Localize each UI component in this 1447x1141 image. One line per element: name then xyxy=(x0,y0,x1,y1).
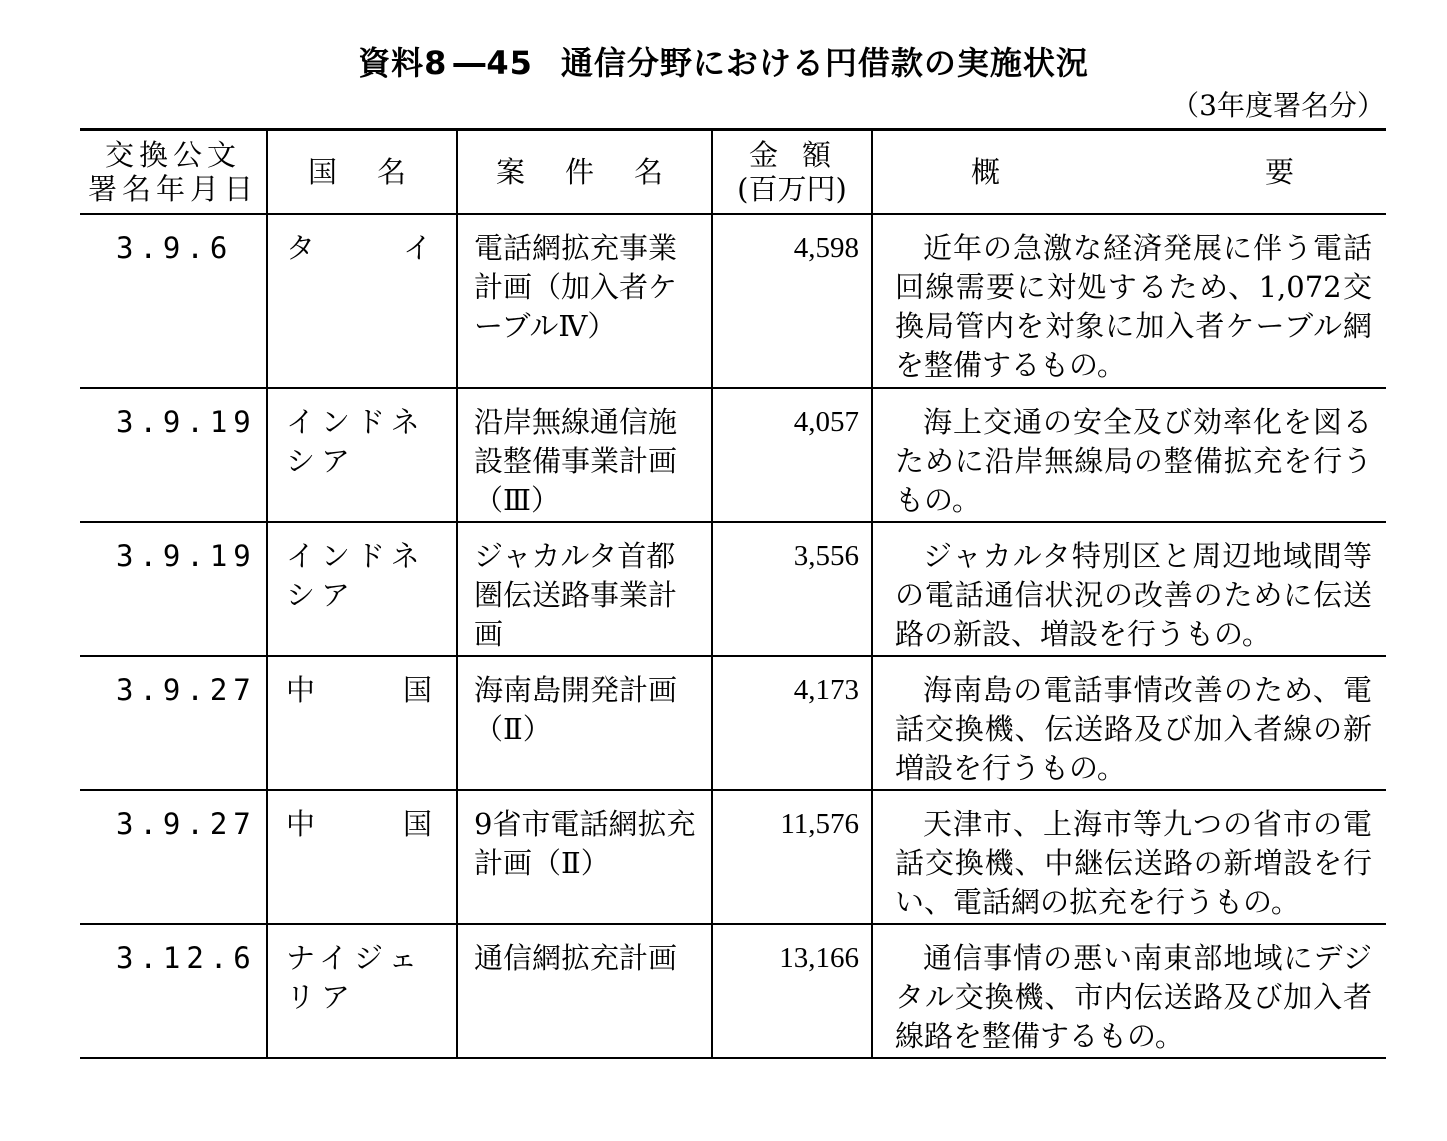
cell-date: 3.12.6 xyxy=(80,924,267,1058)
cell-summary: 通信事情の悪い南東部地域にデジタル交換機、市内伝送路及び加入者線路を整備するもの。 xyxy=(872,924,1386,1058)
header-country: 国名 xyxy=(267,130,457,215)
table-header-row xyxy=(80,130,1386,215)
cell-country-part: 中 xyxy=(286,807,322,841)
cell-date: 3.9.6 xyxy=(80,214,267,388)
header-date-line2: 署名年月日 xyxy=(87,172,258,206)
header-amount xyxy=(712,130,872,215)
cell-country xyxy=(267,790,457,924)
cell-project: ジャカルタ首都圏伝送路事業計画 xyxy=(457,522,712,656)
cell-summary: 海上交通の安全及び効率化を図るために沿岸無線局の整備拡充を行うもの。 xyxy=(872,388,1386,522)
cell-amount: 13,166 xyxy=(712,924,872,1058)
cell-summary: 天津市、上海市等九つの省市の電話交換機、中継伝送路の新増設を行い、電話網の拡充を行うもの。 xyxy=(872,790,1386,924)
cell-country xyxy=(267,214,457,388)
header-date xyxy=(80,130,267,215)
cell-country-part: イ xyxy=(402,231,438,265)
cell-date: 3.9.27 xyxy=(80,656,267,790)
cell-project: 海南島開発計画（Ⅱ） xyxy=(457,656,712,790)
cell-country-part: 国 xyxy=(402,807,438,841)
table-row xyxy=(80,214,1386,388)
cell-date: 3.9.19 xyxy=(80,522,267,656)
cell-summary: 近年の急激な経済発展に伴う電話回線需要に対処するため、1,072交換局管内を対象に加入者ケーブル網を整備するもの。 xyxy=(872,214,1386,388)
page-title xyxy=(0,38,1447,84)
cell-summary: 海南島の電話事情改善のため、電話交換機、伝送路及び加入者線の新増設を行うもの。 xyxy=(872,656,1386,790)
header-amount-line2: (百万円) xyxy=(737,172,847,206)
cell-date: 3.9.27 xyxy=(80,790,267,924)
table-row xyxy=(80,924,1386,1058)
cell-date: 3.9.19 xyxy=(80,388,267,522)
cell-country xyxy=(267,656,457,790)
cell-amount: 4,057 xyxy=(712,388,872,522)
title-prefix: 資料8 xyxy=(358,44,448,82)
header-amount-line1: 金額 xyxy=(748,138,855,172)
cell-country-part: 中 xyxy=(286,673,322,707)
loan-table xyxy=(80,128,1386,1059)
cell-country: ナイジェリア xyxy=(267,924,457,1058)
cell-amount: 11,576 xyxy=(712,790,872,924)
cell-project: 電話網拡充事業計画（加入者ケーブルⅣ） xyxy=(457,214,712,388)
header-summary-left: 概 xyxy=(971,155,1001,189)
cell-amount: 4,173 xyxy=(712,656,872,790)
cell-summary: ジャカルタ特別区と周辺地域間等の電話通信状況の改善のために伝送路の新設、増設を行うもの。 xyxy=(872,522,1386,656)
cell-amount: 4,598 xyxy=(712,214,872,388)
subtitle: （3年度署名分） xyxy=(1171,89,1385,122)
title-number: ―45 xyxy=(453,44,533,82)
table-row xyxy=(80,388,1386,522)
cell-amount: 3,556 xyxy=(712,522,872,656)
cell-project: 通信網拡充計画 xyxy=(457,924,712,1058)
cell-project: 9省市電話網拡充計画（Ⅱ） xyxy=(457,790,712,924)
table-row xyxy=(80,790,1386,924)
cell-country-part: タ xyxy=(286,231,322,265)
header-project: 案件名 xyxy=(457,130,712,215)
header-date-line1: 交換公文 xyxy=(104,138,241,172)
header-summary-right: 要 xyxy=(1264,155,1294,189)
cell-country: インドネシア xyxy=(267,522,457,656)
cell-country: インドネシア xyxy=(267,388,457,522)
header-summary xyxy=(872,130,1386,215)
cell-project: 沿岸無線通信施設整備事業計画（Ⅲ） xyxy=(457,388,712,522)
cell-country-part: 国 xyxy=(402,673,438,707)
table-row xyxy=(80,656,1386,790)
title-text: 通信分野における円借款の実施状況 xyxy=(560,44,1089,82)
table-row xyxy=(80,522,1386,656)
